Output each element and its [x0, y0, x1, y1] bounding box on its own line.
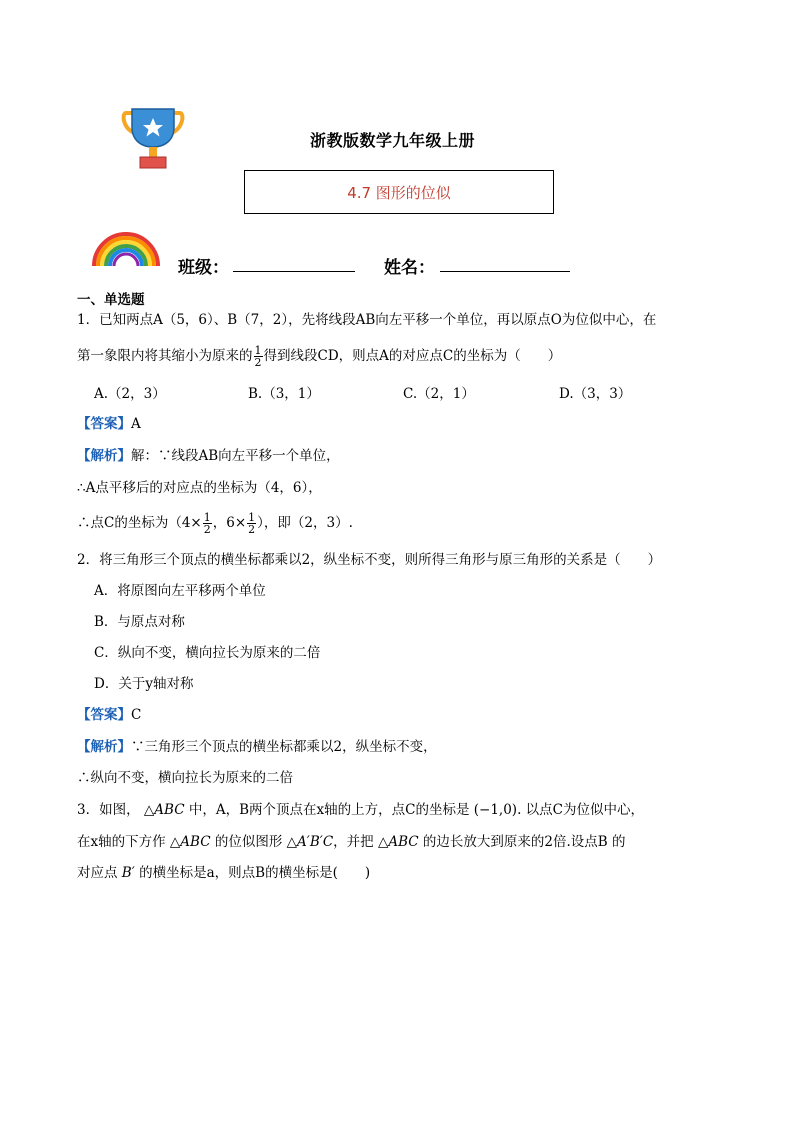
section-title: 4.7 图形的位似: [347, 183, 451, 202]
q3-text: 中，A，B两个顶点在x轴的上方，点C的坐标是: [188, 802, 470, 818]
q3-text: 的位似图形: [214, 834, 283, 850]
q3-text: ，并把: [333, 834, 374, 850]
q3-text: 的边长放大到原来的2倍.设点B 的: [422, 834, 626, 850]
q1-answer: [77, 414, 141, 434]
fraction-numerator: 1: [203, 511, 211, 524]
fraction-denominator: 2: [254, 356, 262, 369]
q3-stem-line2: [77, 832, 626, 852]
q1-option-a[interactable]: A.（2，3）: [94, 386, 166, 402]
q2-option-b[interactable]: B．与原点对称: [94, 614, 185, 630]
fraction-numerator: 1: [248, 511, 256, 524]
name-label: 姓名：: [384, 258, 435, 278]
trophy-icon: [118, 107, 188, 171]
section-heading: 一、单选题: [77, 292, 145, 308]
class-input-line[interactable]: [233, 271, 355, 272]
q2-answer: [77, 705, 141, 725]
q3-stem-line1: [77, 800, 644, 820]
q2-analysis-line1: [77, 737, 437, 757]
triangle-abc: △ABC: [377, 834, 419, 850]
q1-options: [0, 382, 794, 402]
triangle-abc: △ABC: [143, 802, 185, 818]
q1-option-d[interactable]: D.（3，3）: [559, 386, 632, 402]
q2-analysis-line2: ∴纵向不变，横向拉长为原来的二倍: [77, 770, 293, 786]
q1-stem-line2-start: 第一象限内将其缩小为原来的: [77, 348, 253, 364]
fraction: [247, 512, 256, 535]
q1-analysis-text3b: ，6×: [212, 515, 247, 531]
q1-analysis-line3: [77, 512, 353, 535]
q1-option-b[interactable]: B.（3，1）: [248, 386, 320, 402]
q3-text: . 以点C为位似中心，: [517, 802, 644, 818]
q1-stem-line2-end: 得到线段CD，则点A的对应点C的坐标为（ ）: [263, 348, 562, 364]
q2-answer-value: C: [131, 707, 142, 723]
class-label: 班级：: [178, 258, 229, 278]
coordinate-c: (−1,0): [473, 802, 518, 818]
q1-analysis-text3c: ），即（2，3）.: [257, 515, 353, 531]
q2-option-d[interactable]: D．关于y轴对称: [94, 676, 194, 692]
triangle-abc: △ABC: [169, 834, 211, 850]
answer-tag: 【答案】: [77, 416, 131, 432]
q3-stem-line3: [77, 863, 370, 883]
q2-stem: 2．将三角形三个顶点的横坐标都乘以2，纵坐标不变，则所得三角形与原三角形的关系是（ ）: [77, 552, 662, 568]
name-input-line[interactable]: [440, 271, 570, 272]
q2-analysis-text1: ∵三角形三个顶点的横坐标都乘以2，纵坐标不变，: [131, 739, 437, 755]
analysis-tag: 【解析】: [77, 739, 131, 755]
q1-analysis-text1: 解：∵线段AB向左平移一个单位，: [131, 448, 340, 464]
q1-analysis-line2: ∴A点平移后的对应点的坐标为（4，6），: [77, 480, 322, 496]
answer-tag: 【答案】: [77, 707, 131, 723]
q1-option-c[interactable]: C.（2，1）: [403, 386, 475, 402]
triangle-a-prime-b-prime-c: △A′B′C: [286, 834, 334, 850]
analysis-tag: 【解析】: [77, 448, 131, 464]
document-title: 浙教版数学九年级上册: [310, 131, 476, 150]
fraction-denominator: 2: [203, 523, 211, 536]
q1-stem-line1: 1．已知两点A（5，6）、B（7，2），先将线段AB向左平移一个单位，再以原点O为位似中心，在: [77, 312, 657, 328]
section-title-box: [244, 170, 554, 214]
rainbow-icon: [90, 230, 162, 266]
q3-text: 的横坐标是a，则点B的横坐标是( ): [139, 865, 371, 881]
q3-text: 在x轴的下方作: [77, 834, 166, 850]
point-b-prime: B′: [121, 865, 135, 881]
q3-text: 3．如图，: [77, 802, 140, 818]
fraction-denominator: 2: [248, 523, 256, 536]
q1-stem-line2: [77, 345, 561, 368]
q1-analysis-line1: [77, 446, 340, 466]
q2-option-a[interactable]: A．将原图向左平移两个单位: [94, 583, 266, 599]
fraction-numerator: 1: [254, 344, 262, 357]
q2-option-c[interactable]: C．纵向不变，横向拉长为原来的二倍: [94, 645, 321, 661]
q1-analysis-text3a: ∴点C的坐标为（4×: [77, 515, 202, 531]
fraction: [254, 345, 263, 368]
fraction: [203, 512, 212, 535]
q1-answer-value: A: [131, 416, 141, 432]
q3-text: 对应点: [77, 865, 118, 881]
